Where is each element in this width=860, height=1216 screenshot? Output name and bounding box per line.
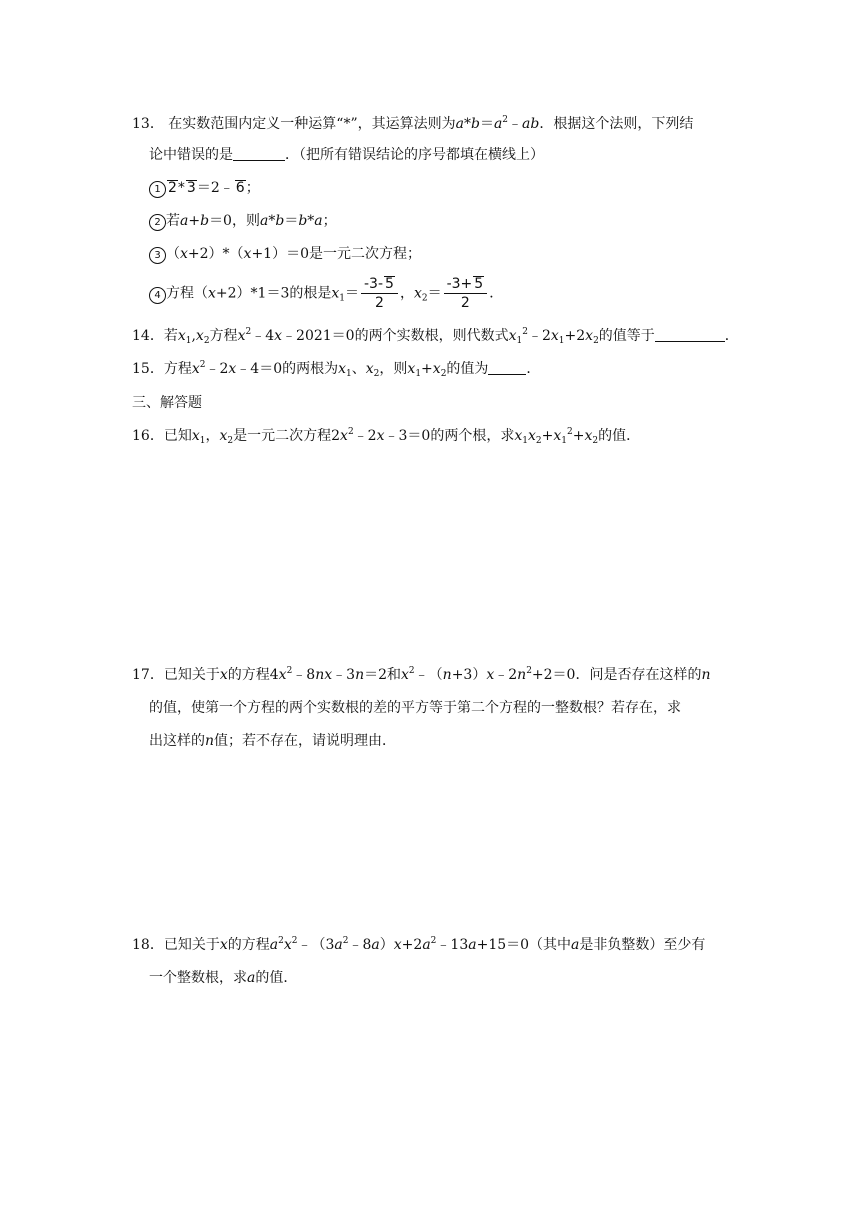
q18-line2: 一个整数根，求a的值． (149, 970, 298, 986)
q13-line2 (149, 145, 544, 165)
q14-number: 14． (132, 328, 164, 344)
q13-text: 在实数范围内定义一种运算“*”，其运算法则为 (168, 116, 456, 132)
q17-number: 17． (132, 667, 164, 683)
q15-number: 15． (132, 361, 164, 377)
q13-text-end: ．根据这个法则，下列结 (539, 116, 694, 132)
q13-option4: 4 方程（x+2）*1＝3的根是$x_1=$ $\frac{-3- 5}{2}$ ，$x_2=$ $\frac{-3+ 5}{2}$ ． (149, 275, 503, 312)
q13-answer-blank[interactable] (233, 146, 285, 161)
option4-mark: 4 (149, 287, 166, 304)
q14-end: ． (724, 328, 739, 344)
q14: 14．若$x_1,x_2$方程$x^2﹣4x﹣2021=0$的两个实数根，则代数式$x_1^2﹣2x_1+2x_2$的值等于 ． (132, 327, 739, 346)
root2-fraction: $\frac{-3+ 5}{2}$ (444, 275, 488, 312)
option3-mark: 3 (149, 247, 166, 264)
option2-mark: 2 (149, 214, 166, 231)
q13-line2-start: 论中错误的是 (149, 147, 233, 163)
q17-line2: 的值，使第一个方程的两个实数根的差的平方等于第二个方程的一整数根？若存在，求 (149, 700, 681, 716)
q15: 15．方程$x^2﹣2x﹣4=0$的两根为$x_1$、$x_2$，则$x_1+x_2$的值为 ． (132, 360, 541, 379)
q16-number: 16． (132, 428, 164, 444)
option1-mark: 1 (149, 181, 166, 198)
q14-answer-blank[interactable] (655, 327, 725, 342)
q13-option1: 1 2* 3＝2﹣ 6； (149, 178, 260, 198)
q18-number: 18． (132, 937, 164, 953)
sqrt-2: 2 (168, 180, 177, 196)
q15-end: ． (526, 361, 541, 377)
sqrt-6: 6 (235, 180, 245, 196)
q15-answer-blank[interactable] (488, 360, 526, 375)
sqrt-3: 3 (186, 180, 196, 196)
q13-number: 13． (132, 116, 164, 132)
q13-rule: $a*b=a^2﹣ab$ (455, 115, 540, 132)
section-title: 三、解答题 (132, 395, 202, 411)
q13-line2-end: ．（把所有错误结论的序号都填在横线上） (285, 147, 544, 163)
root1-fraction: $\frac{-3- 5}{2}$ (361, 275, 398, 312)
q17-line1: 17．已知关于x的方程$4x^2﹣8nx﹣3n=2$和$x^2﹣(n+3)x﹣2n^2+2=0$．问是否存在这样的n (132, 666, 711, 683)
q16: 16．已知$x_1$，$x_2$是一元二次方程$2x^2﹣2x﹣3=0$的两个根，求$x_1x_2+x_1^2+x_2$的值． (132, 427, 641, 446)
q18-line1: 18．已知关于x的方程$a^2x^2﹣(3a^2﹣8a)x+2a^2﹣13a+15=0$（其中a是非负整数）至少有 (132, 936, 706, 953)
q13-line1 (132, 114, 693, 134)
q17-line3: 出这样的n值；若不存在，请说明理由． (149, 733, 397, 749)
q13-option3: 3 （x+2）*（x+1）＝0是一元二次方程； (149, 244, 421, 264)
q13-option2: 2 若a+b＝0，则a*b＝b*a； (149, 211, 337, 231)
